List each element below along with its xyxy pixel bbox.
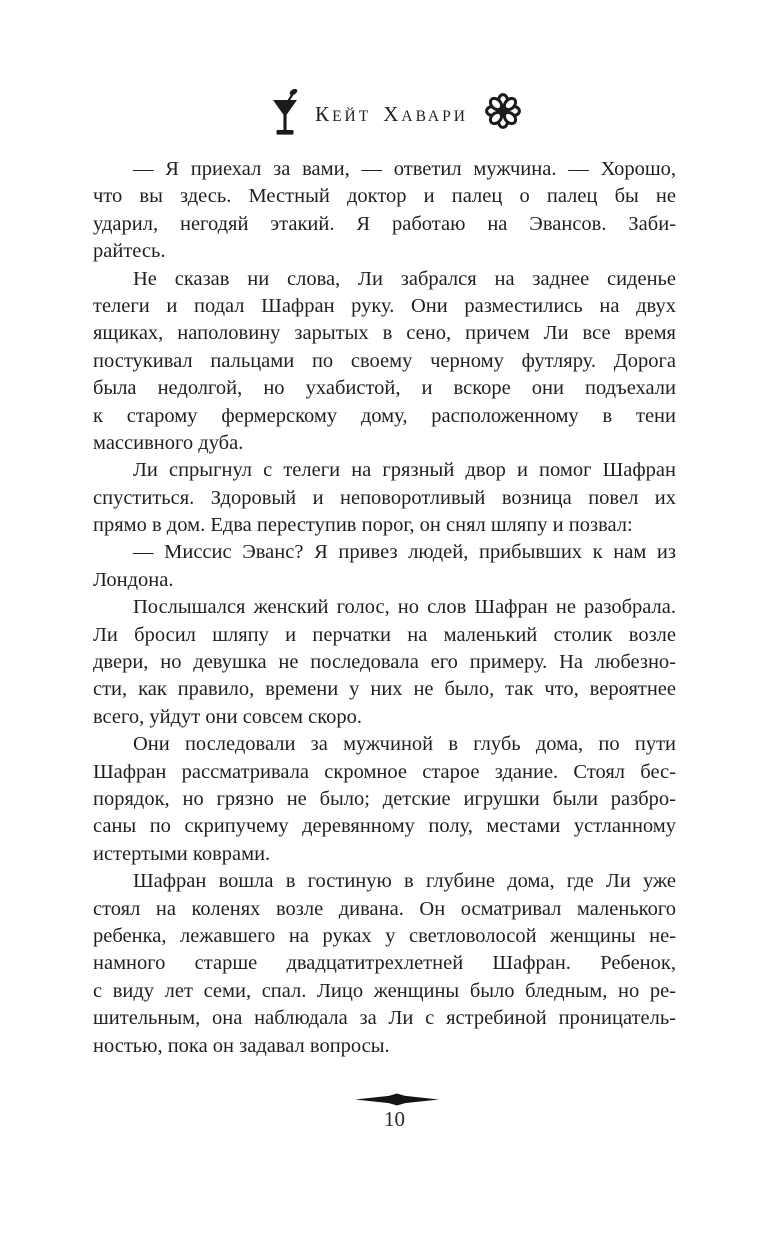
- text-line: шительным, она наблюдала за Ли с ястребиной проницатель-: [93, 1007, 676, 1030]
- author-word: КЕЙТ: [315, 102, 372, 126]
- text-line: сти, как правило, времени у них не было, так что, вероятнее: [93, 678, 676, 701]
- text-line: ударил, негодяй этакий. Я работаю на Эвансов. Заби-: [93, 212, 676, 235]
- text-line: саны по скрипучему деревянному полу, местами устланному: [93, 815, 676, 838]
- text-line: Лондона.: [93, 568, 174, 591]
- text-line: к старому фермерскому дому, расположенному в тени: [93, 404, 676, 427]
- text-line: ящиках, наполовину зарытых в сено, причем Ли все время: [93, 322, 676, 345]
- text-line: телеги и подал Шафран руку. Они разместились на двух: [93, 294, 676, 317]
- text-line: Шафран вошла в гостиную в глубине дома, где Ли уже: [133, 870, 676, 893]
- text-line: ностью, пока он задавал вопросы.: [93, 1034, 390, 1057]
- text-line: намного старше двадцатитрехлетней Шафран. Ребенок,: [93, 952, 676, 975]
- text-line: Послышался женский голос, но слов Шафран не разобрала.: [133, 596, 676, 619]
- paragraph: [93, 156, 676, 266]
- paragraph: [93, 594, 676, 731]
- author-word: ХАВАРИ: [383, 102, 468, 126]
- text-line: стоял на коленях возле дивана. Он осматривал маленького: [93, 897, 676, 920]
- paragraph: [93, 457, 676, 539]
- text-line: Они последовали за мужчиной в глубь дома, по пути: [133, 733, 676, 756]
- flower-ornament-icon: [485, 93, 521, 129]
- text-body: [93, 156, 676, 1060]
- text-line: что вы здесь. Местный доктор и палец о палец бы не: [93, 185, 676, 208]
- text-line: — Я приехал за вами, — ответил мужчина. — Хорошо,: [133, 158, 676, 180]
- text-line: Не сказав ни слова, Ли забрался на заднее сиденье: [133, 267, 676, 290]
- text-line: — Миссис Эванс? Я привез людей, прибывших к нам из: [133, 541, 676, 564]
- text-line: райтесь.: [93, 240, 166, 263]
- paragraph: [93, 731, 676, 868]
- page-number: 10: [384, 1107, 405, 1131]
- text-line: спуститься. Здоровый и неповоротливый возница повел их: [93, 486, 676, 509]
- text-line: была недолгой, но ухабистой, и вскоре они подъехали: [93, 377, 676, 400]
- paragraph: [93, 266, 676, 458]
- paragraph: [93, 868, 676, 1060]
- text-line: двери, но девушка не последовала его примеру. На любезно-: [93, 651, 676, 674]
- text-line: Шафран рассматривала скромное старое здание. Стоял бес-: [93, 760, 676, 783]
- text-line: истертыми коврами.: [93, 842, 271, 865]
- text-line: с виду лет семи, спал. Лицо женщины было бледным, но ре-: [93, 979, 676, 1002]
- text-line: ребенка, лежавшего на руках у светловолосой женщины не-: [93, 924, 676, 947]
- author-name: [315, 102, 468, 126]
- paragraph: [93, 539, 676, 594]
- page-header: [105, 88, 688, 140]
- section-divider-icon: [105, 1093, 688, 1106]
- text-line: Ли бросил шляпу и перчатки на маленький столик возле: [93, 623, 676, 646]
- text-line: постукивал пальцами по своему черному футляру. Дорога: [93, 349, 676, 372]
- text-line: массивного дуба.: [93, 431, 244, 454]
- text-line: всего, уйдут они совсем скоро.: [93, 705, 363, 728]
- text-line: порядок, но грязно не было; детские игрушки были разбро-: [93, 787, 676, 810]
- text-line: прямо в дом. Едва переступив порог, он снял шляпу и позвал:: [93, 514, 633, 537]
- text-line: Ли спрыгнул с телеги на грязный двор и помог Шафран: [133, 459, 676, 482]
- martini-glass-icon: [272, 88, 298, 140]
